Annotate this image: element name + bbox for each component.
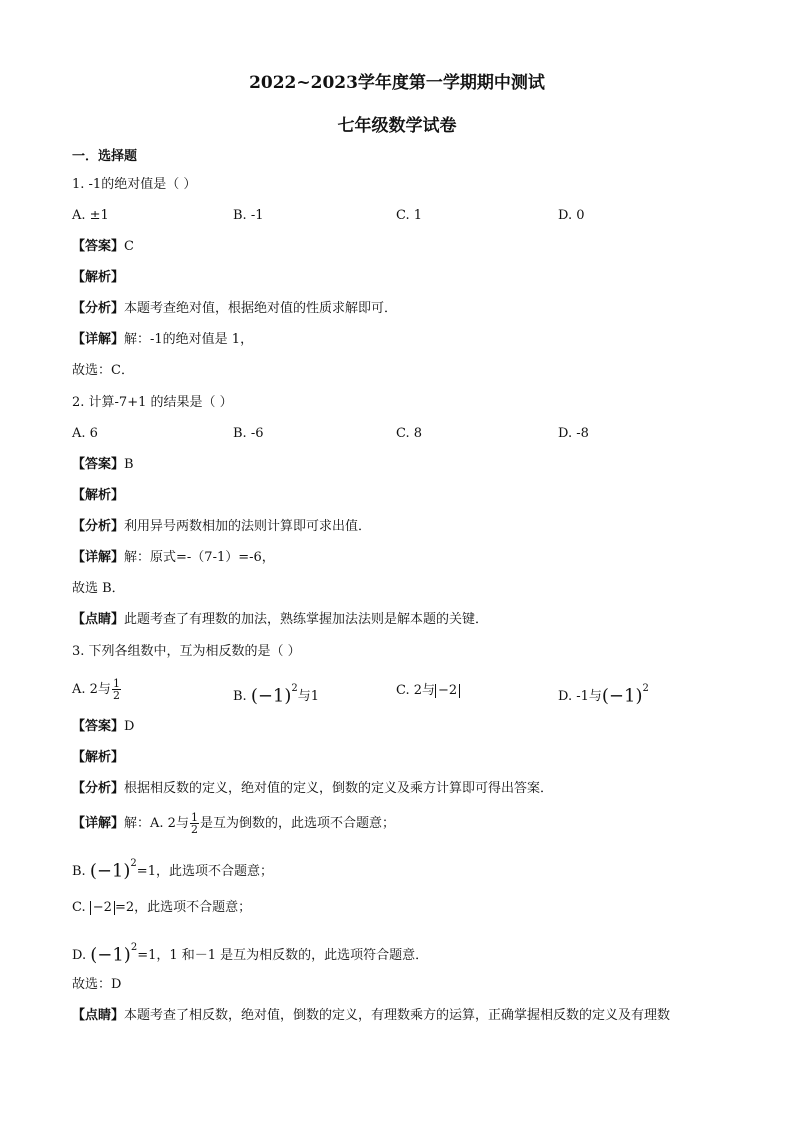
option-prefix: A. 2与	[72, 682, 111, 697]
power-exponent: 2	[291, 683, 298, 694]
fenxi-label: 【分析】	[72, 519, 125, 534]
q3-choose: 故选：D	[72, 977, 122, 992]
denominator: 2	[190, 823, 198, 836]
q3-option-d	[558, 680, 649, 706]
fenxi-text: 利用异号两数相加的法则计算即可求出值．	[124, 519, 372, 534]
q1-analysis-label: 【解析】	[72, 270, 125, 285]
question-3-stem: 3. 下列各组数中，互为相反数的是（ ）	[72, 644, 301, 659]
detail-prefix: C.	[72, 900, 86, 915]
q3-option-c	[396, 682, 460, 700]
answer-value: C	[124, 239, 134, 254]
power-base: (−1)	[89, 860, 131, 882]
power-base: (−1)	[90, 944, 131, 966]
absolute-value: −2	[435, 684, 460, 698]
option-prefix: D. -1与	[558, 689, 602, 704]
absolute-value: −2	[90, 901, 115, 915]
option-prefix: C. 2与	[396, 683, 436, 698]
q3-fenxi	[72, 780, 553, 798]
answer-label: 【答案】	[72, 719, 125, 734]
option-suffix: 与1	[297, 689, 320, 704]
detail-suffix: 是互为倒数的，此选项不合题意；	[199, 816, 395, 831]
detail-label: 【详解】	[72, 332, 125, 347]
q1-choose: 故选：C．	[72, 363, 134, 378]
q3-detail-d	[72, 939, 428, 965]
detail-label: 【详解】	[72, 816, 125, 831]
power-exponent: 2	[130, 858, 137, 869]
answer-label: 【答案】	[72, 239, 125, 254]
q1-option-b: B. -1	[233, 208, 264, 223]
detail-suffix: =1，此选项不合题意；	[136, 864, 273, 879]
q3-detail-c	[72, 899, 251, 917]
fenxi-label: 【分析】	[72, 301, 125, 316]
comment-text: 本题考查了相反数，绝对值，倒数的定义，有理数乘方的运算，正确掌握相反数的定义及有理数	[124, 1008, 671, 1023]
question-1-stem: 1. -1的绝对值是（ ）	[72, 177, 197, 192]
q2-option-a: A. 6	[72, 426, 98, 441]
power-base: (−1)	[250, 685, 292, 707]
answer-label: 【答案】	[72, 457, 125, 472]
q1-option-d: D. 0	[558, 208, 585, 223]
answer-value: D	[124, 719, 135, 734]
question-2-stem: 2. 计算-7+1 的结果是（ ）	[72, 395, 233, 410]
comment-label: 【点睛】	[72, 1008, 125, 1023]
q2-detail	[72, 549, 275, 567]
power-base: (−1)	[601, 685, 643, 707]
detail-prefix: 解：A. 2与	[124, 816, 189, 831]
detail-prefix: B.	[72, 864, 86, 879]
q1-fenxi	[72, 300, 397, 318]
q2-fenxi	[72, 518, 371, 536]
denominator: 2	[112, 689, 120, 702]
numerator: 1	[190, 811, 198, 824]
exam-subtitle: 七年级数学试卷	[337, 116, 457, 136]
fenxi-label: 【分析】	[72, 781, 125, 796]
power-exponent: 2	[130, 942, 138, 953]
q2-option-c: C. 8	[396, 426, 423, 441]
detail-suffix: =1，1 和－1 是互为相反数的，此选项符合题意．	[137, 948, 429, 963]
answer-value: B	[124, 457, 134, 472]
q3-option-b	[233, 680, 319, 706]
q3-detail-a	[72, 812, 395, 836]
section-heading: 一．选择题	[72, 149, 138, 164]
fenxi-text: 根据相反数的定义，绝对值的定义，倒数的定义及乘方计算即可得出答案．	[124, 781, 554, 796]
comment-text: 此题考查了有理数的加法，熟练掌握加法法则是解本题的关键．	[124, 612, 489, 627]
q3-detail-b	[72, 855, 273, 881]
detail-text: 解：-1的绝对值是 1，	[124, 332, 254, 347]
q2-analysis-label: 【解析】	[72, 488, 125, 503]
q1-option-a: A. ±1	[72, 208, 109, 223]
q2-answer	[72, 456, 134, 474]
fenxi-text: 本题考查绝对值，根据绝对值的性质求解即可．	[124, 301, 398, 316]
option-prefix: B.	[233, 689, 247, 704]
q2-comment	[72, 611, 488, 629]
detail-label: 【详解】	[72, 550, 125, 565]
power-exponent: 2	[642, 683, 649, 694]
detail-prefix: D.	[72, 948, 87, 963]
fraction	[112, 678, 121, 701]
q3-option-a	[72, 678, 122, 701]
q3-analysis-label: 【解析】	[72, 750, 125, 765]
comment-label: 【点睛】	[72, 612, 125, 627]
q3-comment	[72, 1007, 670, 1025]
exam-title: 2022~2023学年度第一学期期中测试	[249, 73, 545, 93]
q2-choose: 故选 B．	[72, 581, 125, 596]
detail-text: 解：原式=-（7-1）=-6，	[124, 550, 275, 565]
detail-suffix: =2，此选项不合题意；	[114, 900, 252, 915]
q2-option-d: D. -8	[558, 426, 589, 441]
q2-option-b: B. -6	[233, 426, 264, 441]
q3-answer	[72, 718, 134, 736]
q1-answer	[72, 238, 134, 256]
fraction	[190, 812, 199, 835]
q1-detail	[72, 331, 253, 349]
numerator: 1	[112, 677, 120, 690]
q1-option-c: C. 1	[396, 208, 423, 223]
